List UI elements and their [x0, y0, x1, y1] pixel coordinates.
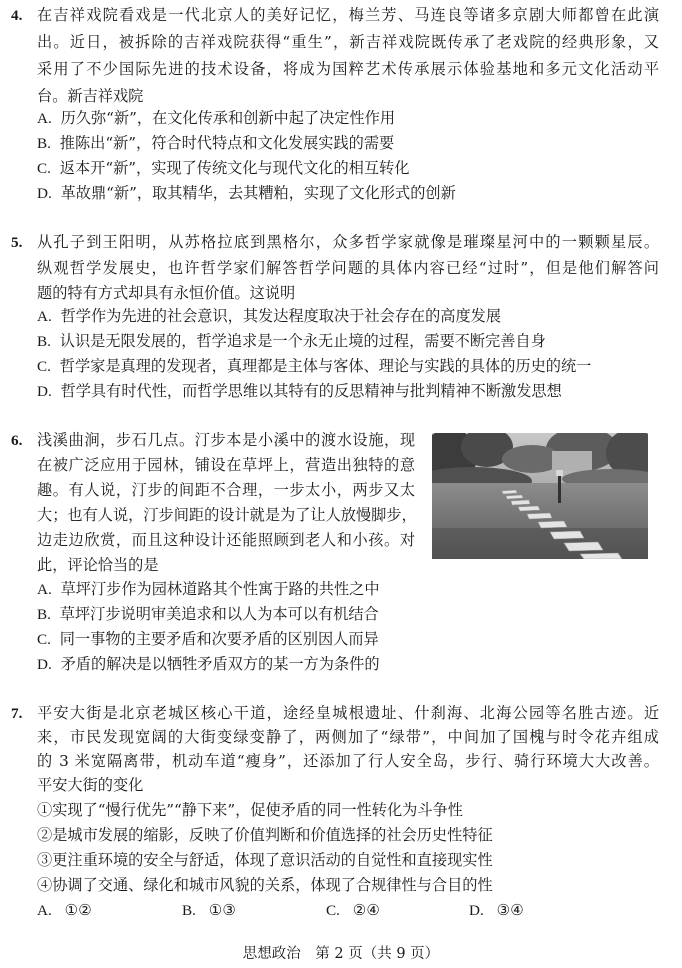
statement-2: ②是城市发展的缩影，反映了价值判断和价值选择的社会历史性特征	[37, 826, 493, 844]
option-b[interactable]	[37, 331, 546, 352]
question-stem-line: 平安大街的变化	[37, 776, 144, 794]
option-letter: D.	[37, 656, 52, 673]
option-text: ①③	[208, 901, 236, 919]
question-stem-line: 在被广泛应用于园林，铺设在草坪上，营造出独特的意	[37, 456, 415, 474]
option-letter: C.	[37, 358, 51, 375]
choice-a[interactable]	[37, 900, 92, 921]
question-number: 6.	[11, 432, 23, 449]
question-stem-line: 平安大街是北京老城区核心干道，途经皇城根遗址、什刹海、北海公园等名胜古迹。近	[37, 704, 659, 722]
option-text: 哲学具有时代性，而哲学思维以其特有的反思精神与批判精神不断激发思想	[60, 382, 562, 400]
option-d[interactable]	[37, 183, 456, 204]
option-b[interactable]	[37, 133, 394, 154]
option-text: 历久弥“新”，在文化传承和创新中起了决定性作用	[60, 109, 396, 127]
question-stem-line: 的 3 米宽隔离带，机动车道“瘦身”，还添加了行人安全岛，步行、骑行环境大大改善。	[37, 752, 659, 770]
option-letter: C.	[37, 631, 51, 648]
question-stem-line: 从孔子到王阳明，从苏格拉底到黑格尔，众多哲学家就像是璀璨星河中的一颗颗星辰。	[37, 233, 659, 251]
option-text: 草坪汀步作为园林道路其个性寓于路的共性之中	[60, 580, 380, 598]
question-stem-line: 趣。有人说，汀步的间距不合理，一步太小，两步又太	[37, 481, 415, 499]
question-stem-line: 大；也有人说，汀步间距的设计就是为了让人放慢脚步，	[37, 506, 417, 524]
option-d[interactable]	[37, 654, 380, 675]
option-text: 认识是无限发展的，哲学追求是一个永无止境的过程，需要不断完善自身	[59, 332, 546, 350]
option-text: 返本开“新”，实现了传统文化与现代文化的相互转化	[59, 159, 410, 177]
option-text: 矛盾的解决是以牺牲矛盾双方的某一方为条件的	[60, 655, 380, 673]
option-letter: D.	[37, 383, 52, 400]
question-stem-line: 纵观哲学发展史，也许哲学家们解答哲学问题的具体内容已经“过时”，但是他们解答问	[37, 259, 659, 277]
option-letter: D.	[469, 902, 484, 919]
option-text: 哲学作为先进的社会意识，其发达程度取决于社会存在的高度发展	[60, 307, 502, 325]
option-b[interactable]	[37, 604, 379, 625]
question-stem-line: 题的特有方式却具有永恒价值。这说明	[37, 284, 296, 302]
question-stem-line: 来，市民发现宽阔的大街变绿变静了，两侧加了“绿带”，中间加了国槐与时令花卉组成	[37, 728, 659, 746]
option-letter: B.	[182, 902, 196, 919]
question-stem-line: 浅溪曲涧，步石几点。汀步本是小溪中的渡水设施，现	[37, 431, 415, 449]
option-letter: A.	[37, 110, 52, 127]
question-stem-line: 边走边欣赏，而且这种设计还能照顾到老人和小孩。对	[37, 531, 415, 549]
option-text: 革故鼎“新”，取其精华，去其糟粕，实现了文化形式的创新	[60, 184, 456, 202]
statement-1: ①实现了“慢行优先”“静下来”，促使矛盾的同一性转化为斗争性	[37, 801, 463, 819]
option-text: 推陈出“新”，符合时代特点和文化发展实践的需要	[59, 134, 395, 152]
question-stem-line: 出。近日，被拆除的吉祥戏院获得“重生”，新吉祥戏院既传承了老戏院的经典形象，又	[37, 33, 659, 51]
question-stem-line: 采用了不少国际先进的技术设备，将成为国粹艺术传承展示体验基地和多元文化活动平	[37, 60, 659, 78]
option-c[interactable]	[37, 629, 379, 650]
option-letter: A.	[37, 308, 52, 325]
option-c[interactable]	[37, 356, 591, 377]
option-letter: B.	[37, 333, 51, 350]
option-c[interactable]	[37, 158, 409, 179]
option-a[interactable]	[37, 108, 395, 129]
choice-d[interactable]	[469, 900, 524, 921]
statement-4: ④协调了交通、绿化和城市风貌的关系，体现了合规律性与合目的性	[37, 876, 493, 894]
photo-illustration	[432, 433, 648, 559]
option-d[interactable]	[37, 381, 562, 402]
question-stem-line: 此，评论恰当的是	[37, 556, 159, 574]
page-footer: 思想政治 第 2 页（共 9 页）	[242, 946, 440, 962]
option-text: 草坪汀步说明审美追求和以人为本可以有机结合	[59, 605, 379, 623]
option-text: 哲学家是真理的发现者，真理都是主体与客体、理论与实践的具体的历史的统一	[59, 357, 592, 375]
option-letter: B.	[37, 135, 51, 152]
option-letter: A.	[37, 581, 52, 598]
choice-c[interactable]	[326, 900, 380, 921]
option-a[interactable]	[37, 579, 380, 600]
option-letter: A.	[37, 902, 52, 919]
question-stem-line: 台。新吉祥戏院	[37, 87, 144, 105]
question-number: 5.	[11, 234, 23, 251]
question-number: 4.	[11, 7, 23, 24]
option-text: ③④	[496, 901, 524, 919]
option-a[interactable]	[37, 306, 501, 327]
question-stem-line: 在吉祥戏院看戏是一代北京人的美好记忆，梅兰芳、马连良等诸多京剧大师都曾在此演	[37, 6, 659, 24]
option-text: ①②	[64, 901, 92, 919]
option-letter: C.	[326, 902, 340, 919]
garden-stepping-stones-photo	[432, 433, 648, 559]
option-text: 同一事物的主要矛盾和次要矛盾的区别因人而异	[59, 630, 379, 648]
question-number: 7.	[11, 705, 23, 722]
option-letter: D.	[37, 185, 52, 202]
option-letter: B.	[37, 606, 51, 623]
statement-3: ③更注重环境的安全与舒适，体现了意识活动的自觉性和直接现实性	[37, 851, 493, 869]
choice-b[interactable]	[182, 900, 236, 921]
option-text: ②④	[352, 901, 380, 919]
option-letter: C.	[37, 160, 51, 177]
